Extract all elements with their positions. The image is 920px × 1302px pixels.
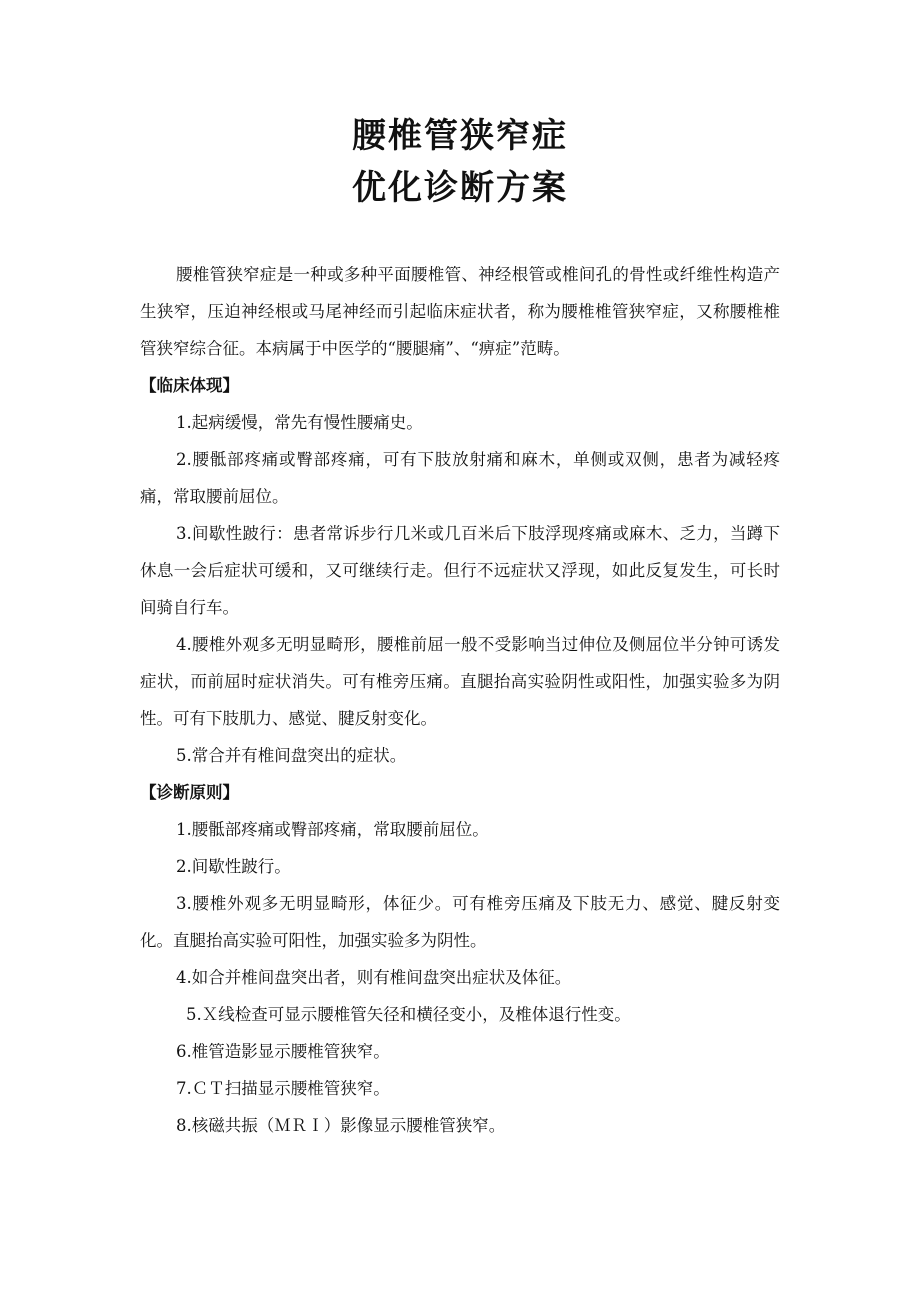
section-heading-diagnosis: 【诊断原则】 <box>140 783 239 802</box>
list-item: 2.间歇性跛行。 <box>176 857 291 876</box>
list-item: 3.腰椎外观多无明显畸形，体征少。可有椎旁压痛及下肢无力、感觉、腱反射变化。直腿抬高实验可阳性，加强实验多为阴性。 <box>140 894 780 950</box>
document-title-line2: 优化诊断方案 <box>352 168 568 208</box>
list-item: 1.腰骶部疼痛或臀部疼痛，常取腰前屈位。 <box>176 820 489 839</box>
list-item: 4.如合并椎间盘突出者，则有椎间盘突出症状及体征。 <box>176 968 572 987</box>
list-item: 5.Ｘ线检查可显示腰椎管矢径和横径变小，及椎体退行性变。 <box>186 1005 631 1024</box>
list-item: 2.腰骶部疼痛或臀部疼痛，可有下肢放射痛和麻木，单侧或双侧，患者为减轻疼痛，常取腰前屈位。 <box>140 450 780 506</box>
list-item: 3.间歇性跛行：患者常诉步行几米或几百米后下肢浮现疼痛或麻木、乏力，当蹲下休息一会后症状可缓和，又可继续行走。但行不远症状又浮现，如此反复发生，可长时间骑自行车。 <box>140 524 780 617</box>
list-item: 6.椎管造影显示腰椎管狭窄。 <box>176 1042 390 1061</box>
document-title-line1: 腰椎管狭窄症 <box>352 116 568 156</box>
intro-paragraph: 腰椎管狭窄症是一种或多种平面腰椎管、神经根管或椎间孔的骨性或纤维性构造产生狭窄，压迫神经根或马尾神经而引起临床症状者，称为腰椎椎管狭窄症，又称腰椎椎管狭窄综合征。本病属于中医学的“腰腿痛”、“痹症”范畴。 <box>140 265 780 358</box>
list-item: 1.起病缓慢，常先有慢性腰痛史。 <box>176 413 423 432</box>
list-item: 8.核磁共振（ＭＲＩ）影像显示腰椎管狭窄。 <box>176 1116 506 1135</box>
document-body <box>140 256 780 1144</box>
list-item: 5.常合并有椎间盘突出的症状。 <box>176 746 407 765</box>
section-heading-clinical: 【临床体现】 <box>140 376 239 395</box>
list-item: 4.腰椎外观多无明显畸形，腰椎前屈一般不受影响当过伸位及侧屈位半分钟可诱发症状，而前屈时症状消失。可有椎旁压痛。直腿抬高实验阴性或阳性，加强实验多为阴性。可有下肢肌力、感觉、腱反射变化。 <box>140 635 780 728</box>
list-item: 7.ＣＴ扫描显示腰椎管狭窄。 <box>176 1079 390 1098</box>
